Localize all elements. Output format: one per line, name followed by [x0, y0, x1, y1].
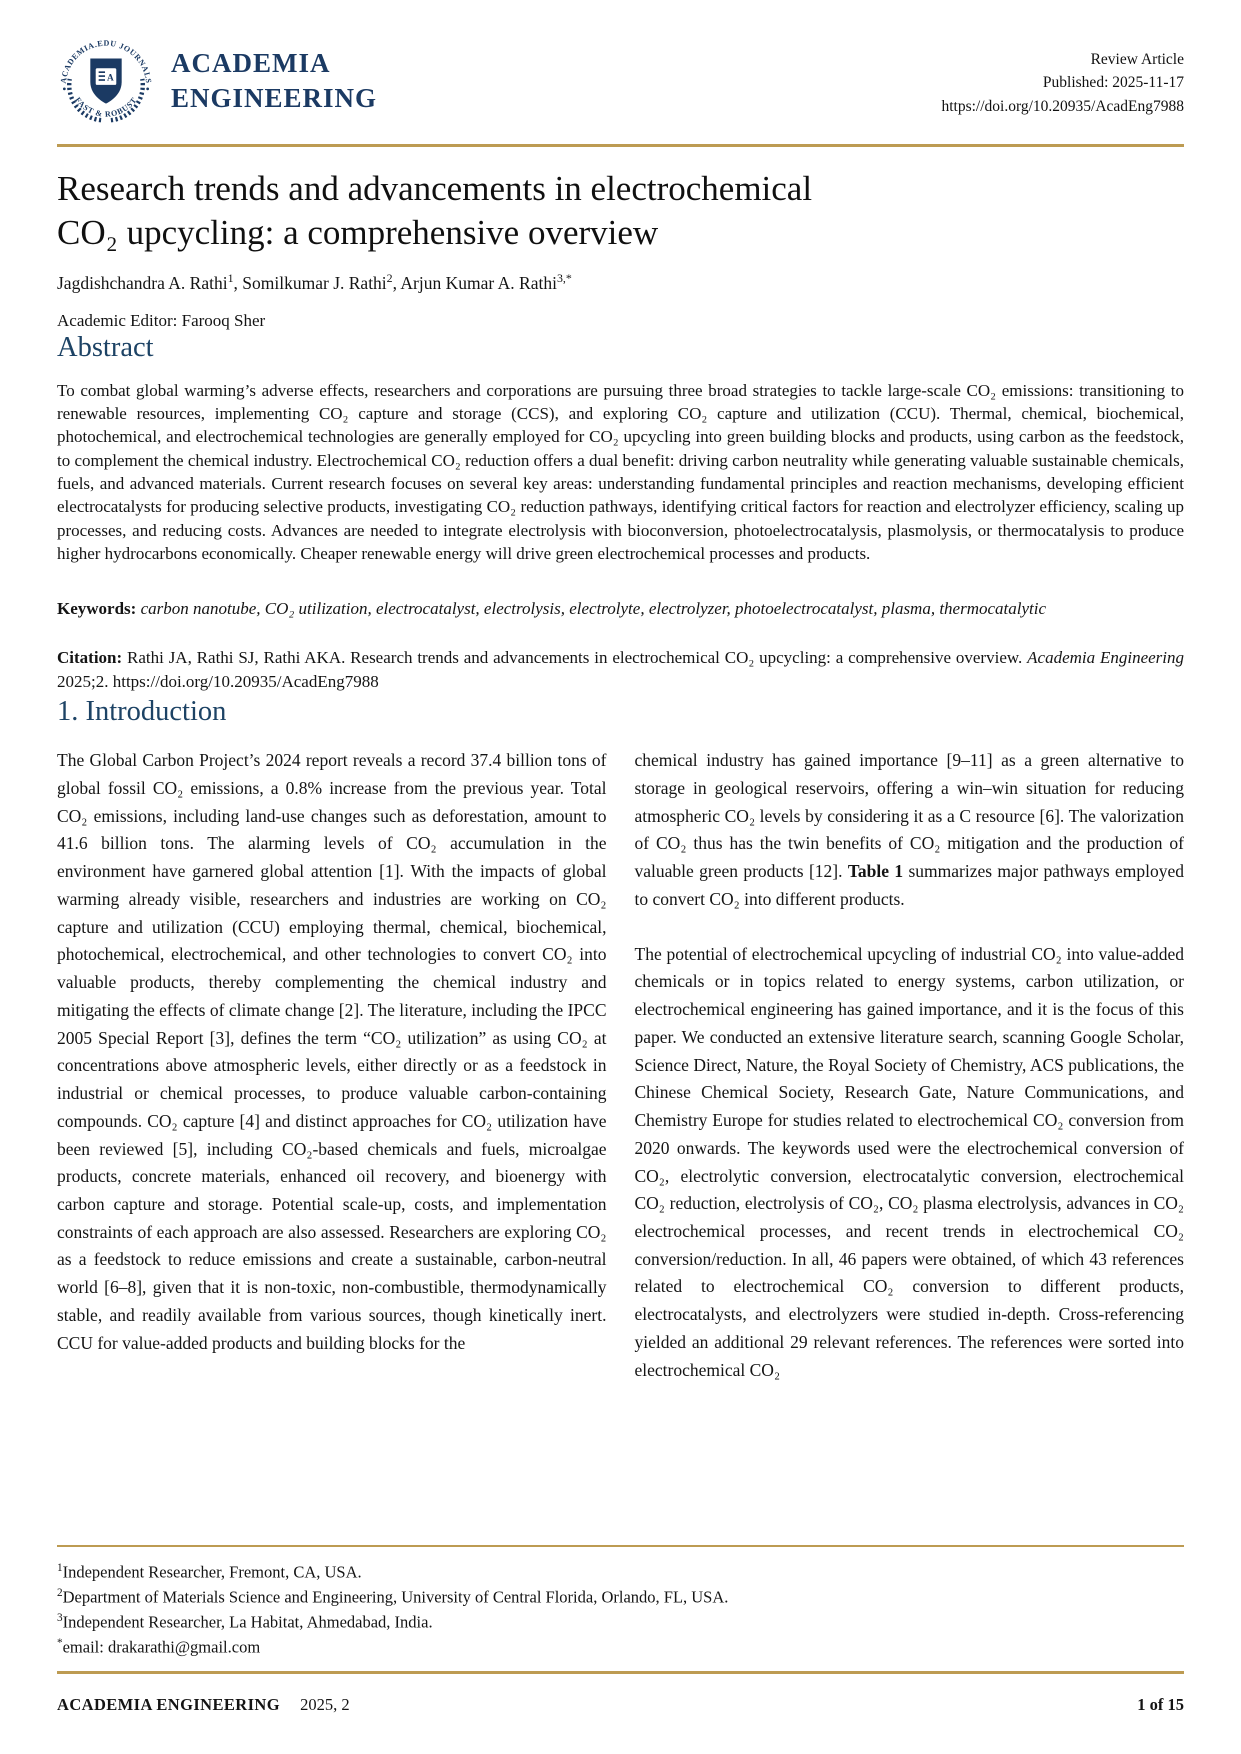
author-1-affiliation-mark: 1	[227, 270, 234, 285]
article-type: Review Article	[1090, 51, 1184, 68]
page-header	[57, 32, 1184, 130]
footnote-2-mark: 2	[57, 1586, 63, 1599]
page-number: 1 of 15	[1137, 1695, 1184, 1714]
publisher-brand	[57, 32, 377, 130]
author-2-affiliation-mark: 2	[386, 270, 393, 285]
body-column-left	[57, 747, 607, 1402]
journal-wordmark-line2: ENGINEERING	[171, 83, 378, 113]
keywords-list: carbon nanotube, CO₂ utilization, electrocatalyst, electrolysis, electrolyte, electrolyzer, photoelectrocatalyst, plasma, thermocatalytic	[136, 599, 1047, 619]
author-2-name: Somilkumar J. Rathi	[242, 272, 387, 293]
academic-editor: Academic Editor: Farooq Sher	[57, 310, 266, 330]
title-line1: Research trends and advancements in electrochemical	[57, 169, 813, 208]
intro-paragraph-3: The potential of electrochemical upcycling of industrial CO₂ into value-added chemicals or in topics related to energy systems, carbon utilization, or electrochemical engineering has gained importance, and it is the focus of this paper. We conducted an extensive literature search, scanning Google Scholar, Science Direct, Nature, the Royal Society of Chemistry, ACS publications, the Chinese Chemical Society, Research Gate, Nature Communications, and Chemistry Europe for studies related to electrochemical CO₂ conversion from 2020 onwards. The keywords used were the electrochemical conversion of CO₂, electrolytic conversion, electrocatalytic conversion, electrochemical CO₂ reduction, electrolysis of CO₂, CO₂ plasma electrolysis, advances in CO₂ electrochemical processes, and recent trends in electrochemical CO₂ conversion/reduction. In all, 46 papers were obtained, of which 43 references related to electrochemical CO₂ conversion to different products, electrocatalysts, and electrolyzers were studied in-depth. Cross-referencing yielded an additional 29 relevant references. The references were sorted into electrochemical CO₂	[634, 943, 1184, 1380]
intro-paragraph-2-post: summarizes major pathways employed to convert CO₂ into different products.	[634, 861, 1184, 909]
seal-letter: A	[107, 73, 114, 84]
footnote-affiliation-1	[57, 1560, 1184, 1585]
intro-paragraph-2	[635, 747, 1185, 913]
academia-journal-seal-icon	[57, 32, 155, 130]
footnotes-block	[57, 1545, 1184, 1660]
footer-left	[57, 1695, 350, 1715]
title-line2: CO₂ upcycling: a comprehensive overview	[57, 213, 659, 253]
author-3-name: Arjun Kumar A. Rathi	[400, 272, 557, 293]
footnote-affiliation-2	[57, 1585, 1184, 1610]
footnote-affiliation-3	[57, 1610, 1184, 1635]
body-column-right	[635, 747, 1185, 1402]
header-divider	[57, 144, 1184, 147]
page-title	[57, 167, 1184, 256]
footnote-email-mark: *	[57, 1636, 63, 1649]
intro-paragraph-1: The Global Carbon Project’s 2024 report reveals a record 37.4 billion tons of global fossil CO₂ emissions, a 0.8% increase from the previous year. Total CO₂ emissions, including land-use changes such as deforestation, amount to 41.6 billion tons. The alarming levels of CO₂ accumulation in the environment have garnered global attention [1]. With the impacts of global warming already visible, researchers and industries are working on CO₂ capture and utilization (CCU) employing thermal, chemical, biochemical, photochemical, electrochemical, and other technologies to convert CO₂ into valuable products, thereby complementing the chemical industry and mitigating the effects of climate change [2]. The literature, including the IPCC 2005 Special Report [3], defines the term “CO₂ utilization” as using CO₂ at concentrations above atmospheric levels, either directly or as a feedstock in industrial or chemical processes, to produce valuable carbon-containing compounds. CO₂ capture [4] and distinct approaches for CO₂ utilization have been reviewed [5], including CO₂-based chemicals and fuels, microalgae products, concrete materials, enhanced oil recovery, and bioenergy with carbon capture and storage. Potential scale-up, costs, and implementation constraints of each approach are also assessed. Researchers are exploring CO₂ as a feedstock to reduce emissions and create a sustainable, carbon-neutral world [6–8], given that it is non-toxic, non-combustible, thermodynamically stable, and readily available from various sources, though kinetically inert. CCU for value-added products and building blocks for the	[57, 750, 607, 1353]
author-separator: ,	[233, 272, 243, 293]
published-date: Published: 2025-11-17	[1042, 74, 1184, 92]
author-3	[400, 270, 572, 293]
footer-journal-name: ACADEMIA ENGINEERING	[57, 1695, 280, 1714]
seal-dot-left	[63, 87, 66, 90]
author-2	[242, 270, 401, 293]
citation-block	[57, 646, 1184, 695]
author-1-name: Jagdishchandra A. Rathi	[57, 272, 228, 293]
introduction-heading: 1. Introduction	[57, 696, 227, 728]
article-meta	[941, 32, 1184, 118]
seal-bottom-text: FAST & ROBUST	[73, 95, 139, 119]
footnote-1-text: Independent Researcher, Fremont, CA, USA.	[62, 1562, 362, 1582]
seal-top-text: ACADEMIA.EDU JOURNALS	[58, 38, 154, 85]
author-list	[57, 271, 1184, 294]
body-columns	[57, 747, 1184, 1402]
citation-label: Citation:	[57, 647, 123, 667]
footnote-3-text: Independent Researcher, La Habitat, Ahmedabad, India.	[62, 1612, 433, 1632]
seal-dot-right	[146, 87, 149, 90]
citation-journal: Academia Engineering	[1027, 647, 1184, 667]
journal-wordmark	[171, 46, 377, 116]
keywords-block	[57, 597, 1184, 622]
footnote-email	[57, 1635, 1184, 1660]
keywords-label: Keywords:	[57, 599, 137, 619]
author-3-affiliation-mark: 3,*	[556, 270, 572, 285]
intro-paragraph-2-pre: chemical industry has gained importance [9–11] as a green alternative to storage in geological reservoirs, offering a win–win situation for reducing atmospheric CO₂ levels by considering it as a C resource [6]. The valorization of CO₂ thus has the twin benefits of CO₂ mitigation and the production of valuable green products [12].	[634, 750, 1184, 882]
footer-issue: 2025, 2	[300, 1695, 350, 1714]
abstract-heading: Abstract	[57, 331, 154, 363]
journal-wordmark-line1: ACADEMIA	[171, 47, 331, 78]
table-1-reference: Table 1	[847, 861, 904, 882]
footnote-2-text: Department of Materials Science and Engineering, University of Central Florida, Orlando, FL, USA.	[62, 1587, 729, 1607]
citation-text-1: Rathi JA, Rathi SJ, Rathi AKA. Research trends and advancements in electrochemical CO₂ upcycling: a comprehensive overview.	[122, 647, 1028, 667]
footnote-1-mark: 1	[57, 1562, 63, 1574]
page-footer	[57, 1671, 1184, 1715]
author-separator: ,	[392, 272, 401, 293]
doi-link[interactable]: https://doi.org/10.20935/AcadEng7988	[941, 97, 1184, 115]
footnote-3-mark: 3	[57, 1611, 63, 1624]
abstract-text: To combat global warming’s adverse effects, researchers and corporations are pursuing three broad strategies to tackle large-scale CO₂ emissions: transitioning to renewable resources, implementing CO₂ capture and storage (CCS), and exploring CO₂ capture and utilization (CCU). Thermal, chemical, biochemical, photochemical, and electrochemical technologies are generally employed for CO₂ upcycling into green building blocks and products, using carbon as the feedstock, to complement the chemical industry. Electrochemical CO₂ reduction offers a dual benefit: driving carbon neutrality while generating valuable sustainable chemicals, fuels, and advanced materials. Current research focuses on several key areas: understanding fundamental principles and reaction mechanisms, developing efficient electrocatalysts for producing selective products, investigating CO₂ reduction pathways, identifying critical factors for reaction and electrolyzer efficiency, scaling up processes, and reducing costs. Advances are needed to integrate electrolysis with bioconversion, photoelectrocatalysis, plasmolysis, or thermocatalysis to produce higher hydrocarbons economically. Cheaper renewable energy will drive green electrochemical processes and products.	[57, 380, 1184, 563]
author-1	[57, 270, 243, 293]
citation-text-2[interactable]: 2025;2. https://doi.org/10.20935/AcadEng7988	[57, 672, 379, 692]
footnote-email-text[interactable]: email: drakarathi@gmail.com	[62, 1637, 261, 1657]
